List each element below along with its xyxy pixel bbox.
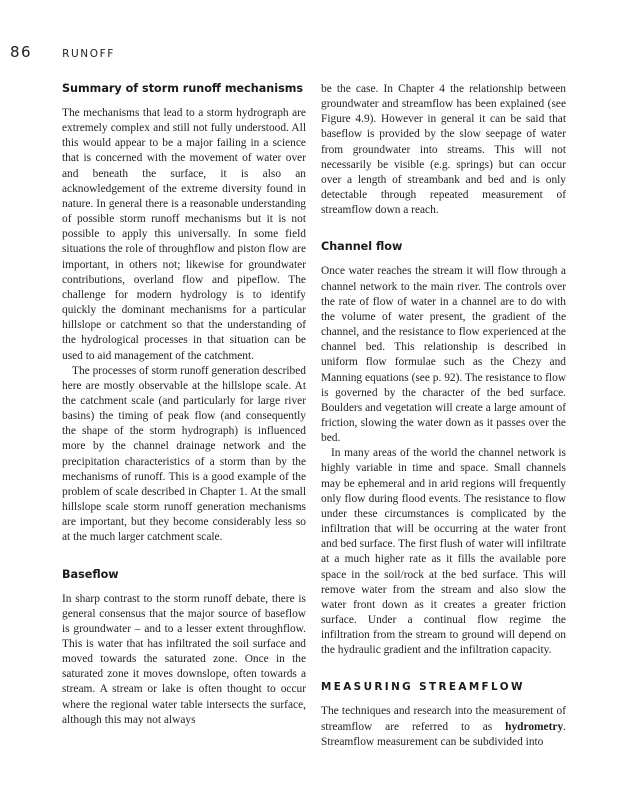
baseflow-paragraph: In sharp contrast to the storm runoff debate, there is general consensus that the major source of baseflow is groundwater – and to a lesser extent throughflow. This is water that has infiltrated the soil surface and moved towards the saturated zone. Once in the saturated zone it moves downslope, often towards a stream. A stream or lake is often thought to occur where the regional water table intersects the surface, although this may not always	[62, 592, 306, 726]
measuring-streamflow-heading: MEASURING STREAMFLOW	[321, 681, 525, 694]
summary-paragraph-1: The mechanisms that lead to a storm hydrograph are extremely complex and still not fully understood. All this would appear to be a major failing in a science that is concerned with the movement of water over and beneath the surface, it is also an acknowledgement of the extreme diversity found in nature. In general there is a reasonable understanding of possible storm runoff mechanisms but it is not possible to apply this universally. In some field situations the role of throughflow and piston flow are important, in others not; likewise for groundwater contributions, overland flow and pipeflow. The challenge for modern hydrology is to identify quickly the dominant mechanisms for a particular hillslope or catchment so that the understanding of the hydrological processes in that situation can be used to aid management of the catchment.	[62, 107, 306, 362]
measuring-streamflow-paragraph	[321, 704, 566, 749]
channel-flow-paragraph-2: In many areas of the world the channel network is highly variable in time and space. Small channels may be ephemeral and in arid regions will frequently only flow during flood events. The resistance to flow under these circumstances is complicated by the infiltration that will be occurring at the water front and bed surface. The first flush of water will infiltrate at a much higher rate as it fills the available pore space in the soil/rock at the bed surface. This will remove water from the stream and also slow the water front down as it creates a greater friction surface. Under a continual flow regime the infiltration from the stream to ground will depend on the hydraulic gradient and the infiltration capacity.	[321, 447, 566, 657]
summary-paragraph-2: The processes of storm runoff generation described here are mostly observable at the hillslope scale. At the catchment scale (and particularly for large river basins) the timing of peak flow (and consequently the shape of the storm hydrograph) is influenced more by the channel drainage network and the precipitation characteristics of a storm than by the mechanisms of runoff. This is a good example of the problem of scale described in Chapter 1. At the small hillslope scale storm runoff generation mechanisms are important, but they become considerably less so at the much larger catchment scale.	[62, 364, 306, 544]
right-column	[321, 82, 566, 750]
baseflow-paragraph-continued: be the case. In Chapter 4 the relationship between groundwater and streamflow has been explained (see Figure 4.9). However in general it can be said that baseflow is provided by the slow seepage of water from groundwater into streams. This will not necessarily be visible (e.g. springs) but can occur over a length of streambank and bed and is only detectable through repeated measurement of streamflow down a reach.	[321, 83, 566, 217]
measuring-text-start: The techniques and research into the measurement of streamflow are referred to as	[321, 705, 566, 733]
page-number: 86	[10, 43, 33, 61]
left-column	[62, 82, 306, 728]
channel-flow-heading: Channel flow	[321, 240, 403, 254]
running-head	[10, 43, 115, 61]
channel-flow-paragraph-1: Once water reaches the stream it will flow through a channel network to the main river. The controls over the rate of flow of water in a channel are to do with the volume of water present, the gradient of the channel, and the resistance to flow experienced at the channel bed. This relationship is described in uniform flow formulae such as the Chezy and Manning equations (see p. 92). The resistance to flow is governed by the character of the bed surface. Boulders and vegetation will create a large amount of friction, slowing the water down as it passes over the bed.	[321, 265, 566, 445]
baseflow-heading: Baseflow	[62, 567, 119, 581]
hydrometry-term: hydrometry	[505, 720, 564, 733]
measuring-text-end: . Streamflow measurement can be subdivided into	[321, 720, 566, 748]
summary-heading: Summary of storm runoff mechanisms	[62, 82, 304, 95]
running-title: RUNOFF	[62, 48, 115, 60]
